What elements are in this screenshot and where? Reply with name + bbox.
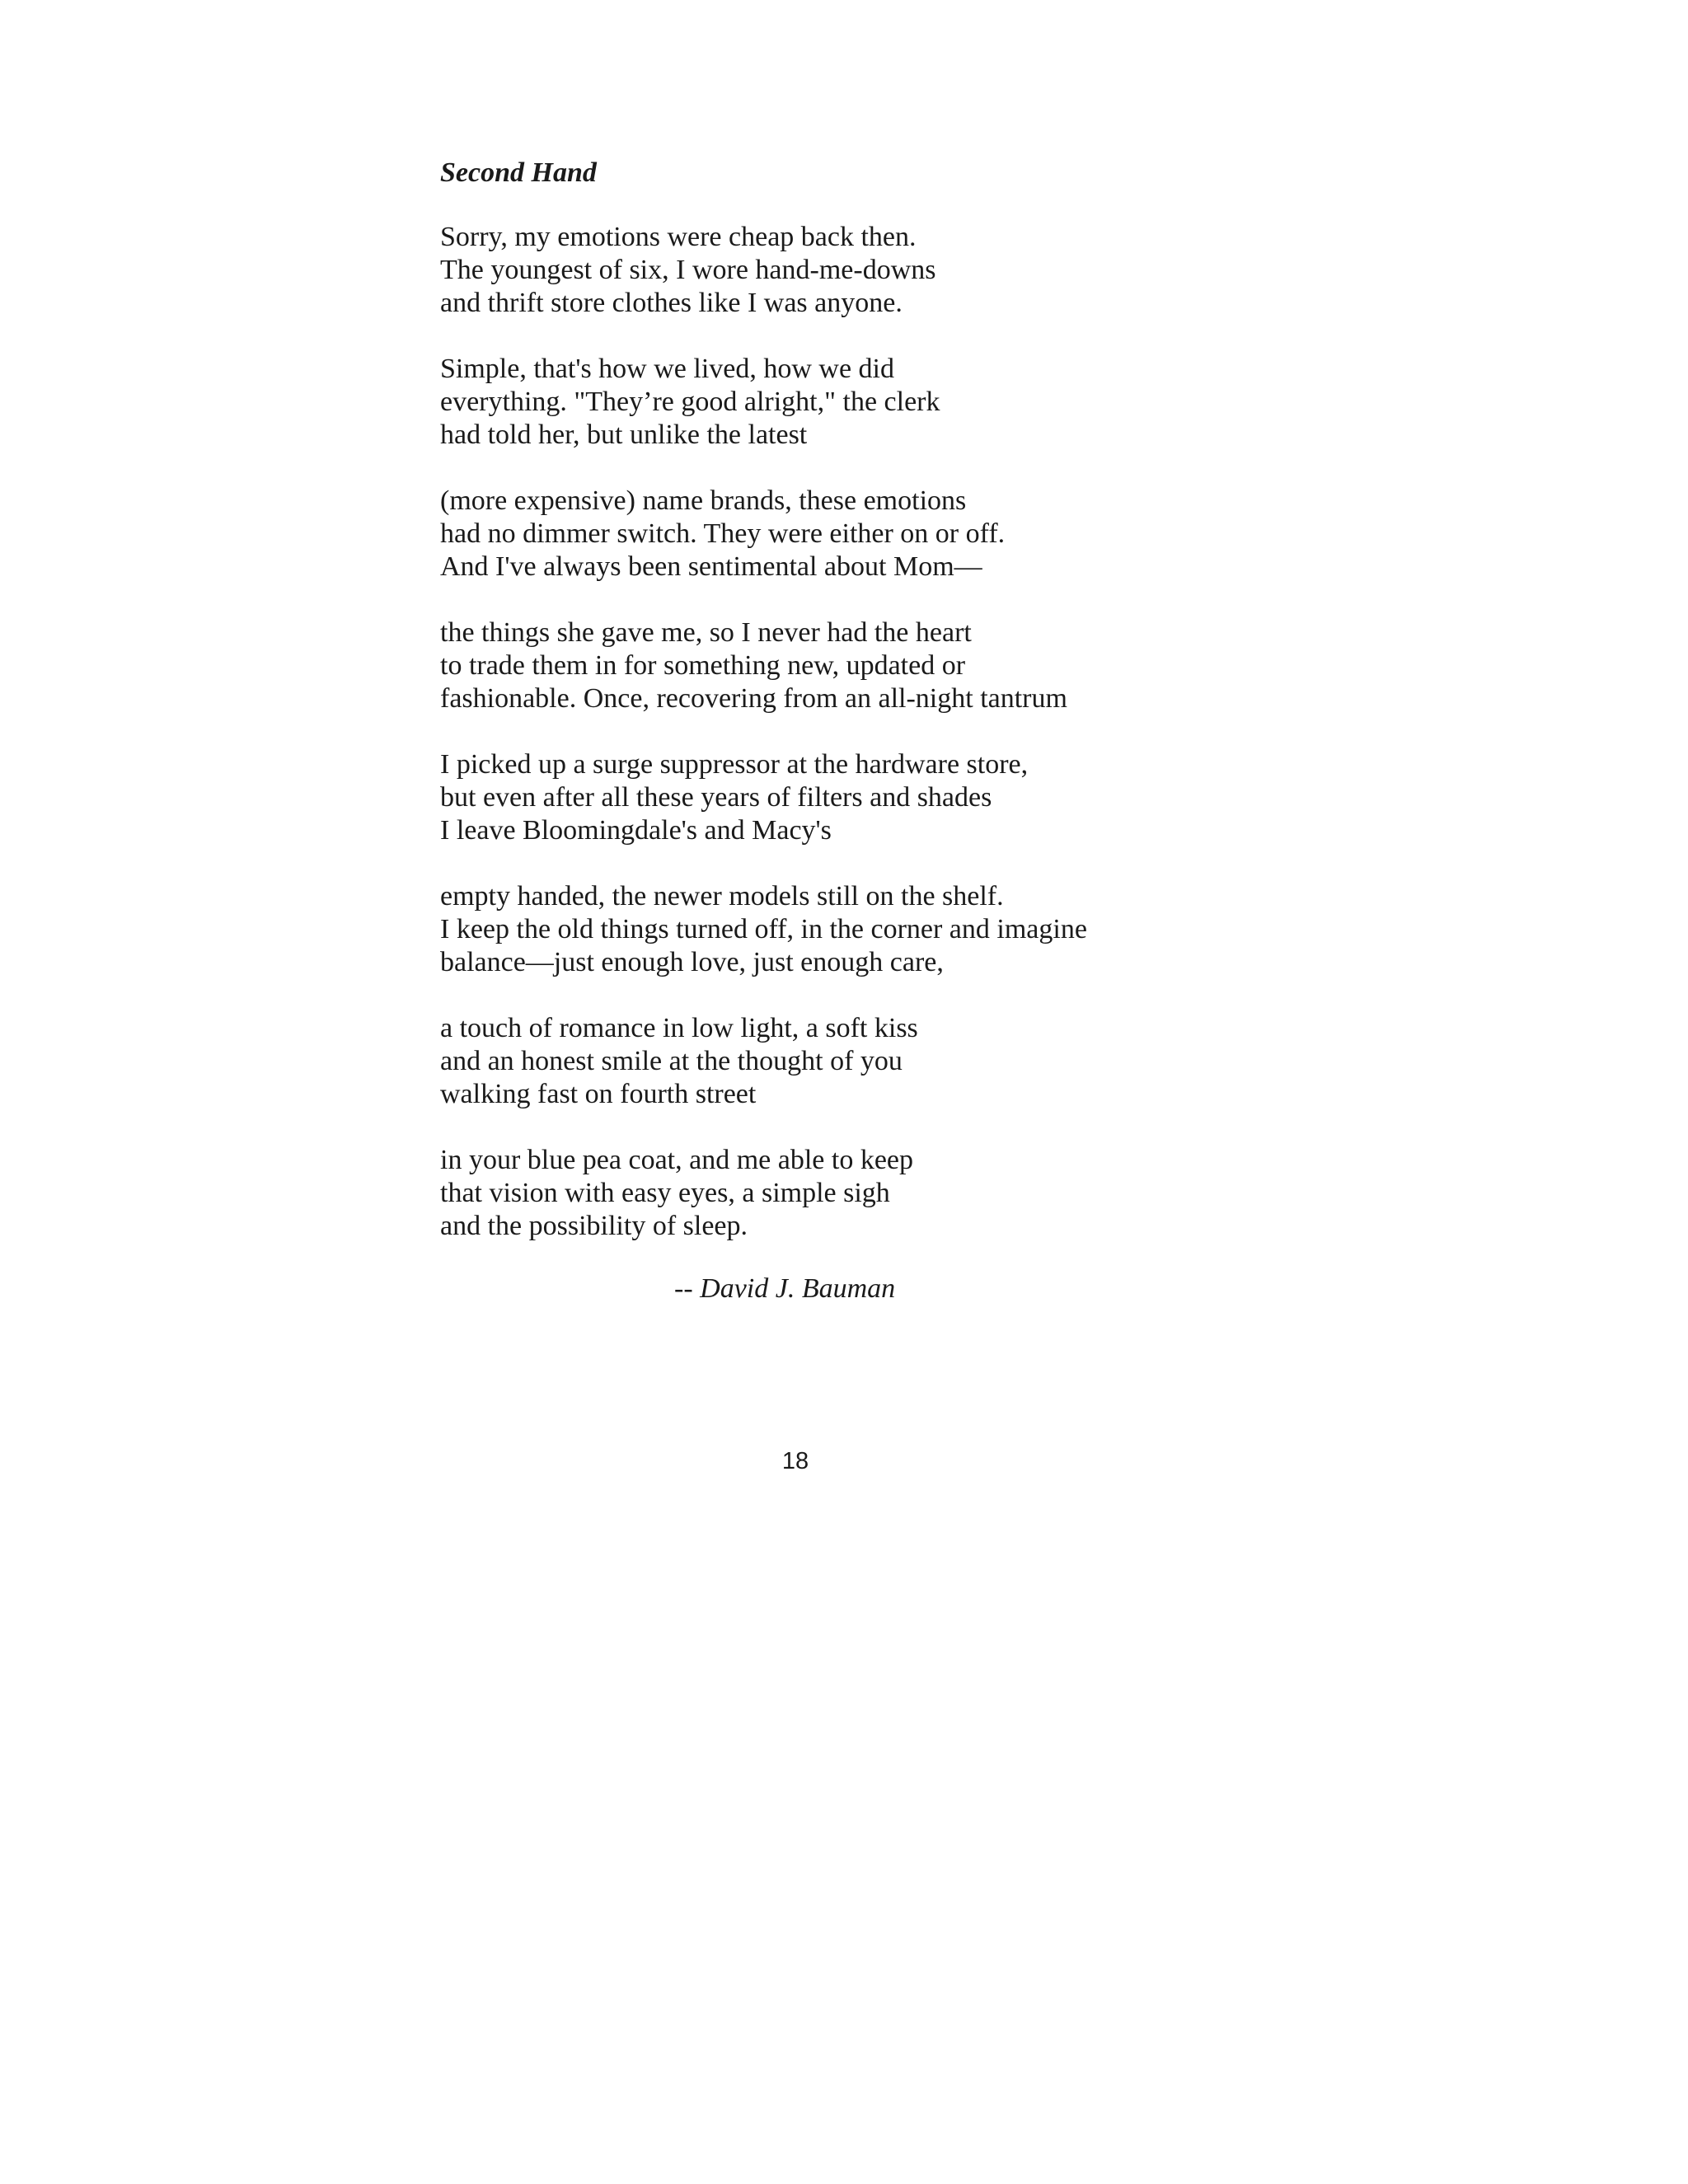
poem-line: to trade them in for something new, updated or <box>440 650 966 681</box>
poem-line: a touch of romance in low light, a soft kiss <box>440 1013 918 1043</box>
poem-line: The youngest of six, I wore hand-me-downs <box>440 255 936 285</box>
poem-line: the things she gave me, so I never had the heart <box>440 617 972 648</box>
poem-line: Simple, that's how we lived, how we did <box>440 354 895 384</box>
poem-title: Second Hand <box>440 157 597 188</box>
poem-line: everything. "They’re good alright," the clerk <box>440 387 940 417</box>
poem-line: I keep the old things turned off, in the corner and imagine <box>440 914 1087 944</box>
poem-line: (more expensive) name brands, these emotions <box>440 485 967 516</box>
poem-line: and thrift store clothes like I was anyone. <box>440 288 903 318</box>
stanza-3 <box>440 485 1264 583</box>
author-name: David J. Bauman <box>700 1273 896 1304</box>
poem-line: fashionable. Once, recovering from an all-night tantrum <box>440 683 1067 714</box>
poem-line: I picked up a surge suppressor at the hardware store, <box>440 749 1029 780</box>
poem-line: empty handed, the newer models still on the shelf. <box>440 881 1004 912</box>
poem-line: had no dimmer switch. They were either on or off. <box>440 518 1006 549</box>
author-byline <box>674 1272 895 1305</box>
poem-line: I leave Bloomingdale's and Macy's <box>440 815 832 846</box>
poem-line: had told her, but unlike the latest <box>440 419 808 450</box>
poem-line: walking fast on fourth street <box>440 1079 757 1109</box>
stanza-8 <box>440 1144 1264 1243</box>
poem-line: that vision with easy eyes, a simple sigh <box>440 1178 890 1208</box>
page-number: 18 <box>781 1448 809 1474</box>
poem-line: but even after all these years of filters and shades <box>440 782 992 813</box>
stanza-7 <box>440 1012 1264 1111</box>
poem-line: and the possibility of sleep. <box>440 1211 748 1241</box>
stanza-5 <box>440 748 1264 847</box>
poem-line: And I've always been sentimental about Mom— <box>440 551 982 582</box>
byline-dash: -- <box>674 1273 693 1304</box>
poem-line: in your blue pea coat, and me able to keep <box>440 1145 913 1175</box>
poem <box>440 157 1264 1276</box>
stanza-4 <box>440 616 1264 715</box>
stanza-2 <box>440 353 1264 452</box>
stanza-1 <box>440 221 1264 320</box>
poem-line: balance—just enough love, just enough care, <box>440 947 944 977</box>
stanza-6 <box>440 880 1264 979</box>
poem-line: and an honest smile at the thought of you <box>440 1046 903 1076</box>
poem-line: Sorry, my emotions were cheap back then. <box>440 222 917 252</box>
